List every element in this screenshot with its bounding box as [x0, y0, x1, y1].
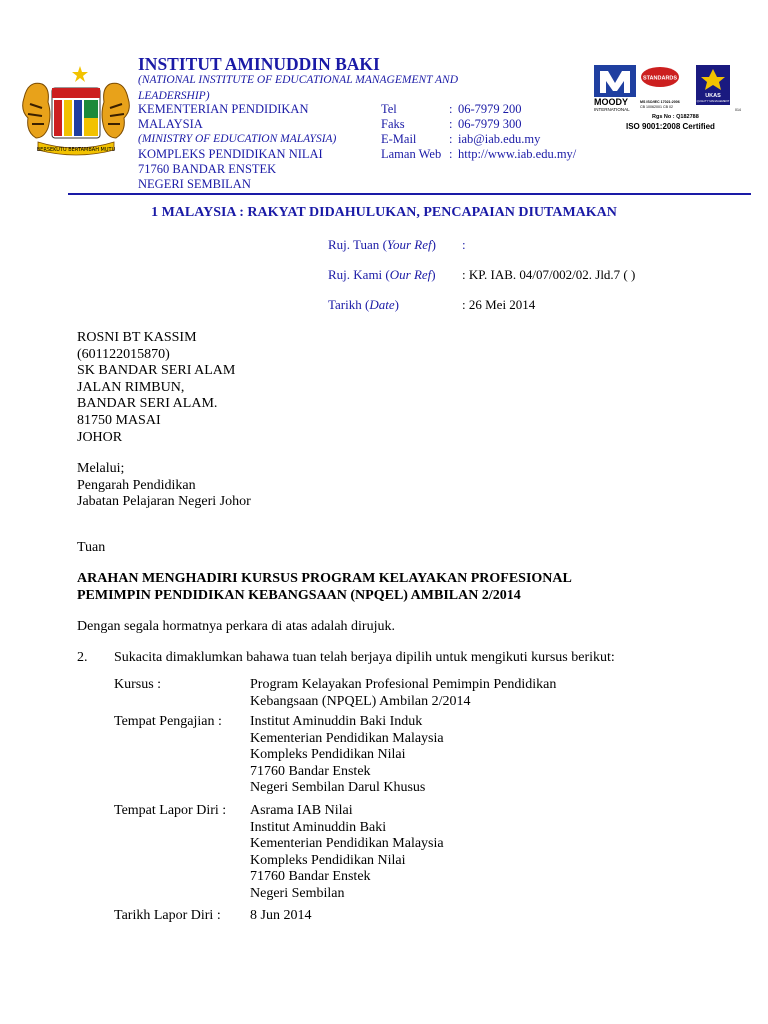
salutation: Tuan: [77, 540, 106, 555]
detail-line: Program Kelayakan Profesional Pemimpin Pendidikan: [250, 677, 557, 692]
iso-accreditation-text: CB 10062001 CB 02: [640, 105, 673, 109]
recipient-line: SK BANDAR SERI ALAM: [77, 363, 236, 379]
address-line: 71760 BANDAR ENSTEK: [138, 162, 277, 176]
ref-your-value: :: [462, 237, 466, 252]
iso-accreditation-text: MS ISO/IEC 17021:2006: [640, 100, 680, 104]
contact-labels: [381, 102, 441, 162]
institute-subtitle: [138, 72, 458, 104]
detail-line: Institut Aminuddin Baki Induk: [250, 714, 423, 729]
subject-line: ARAHAN MENGHADIRI KURSUS PROGRAM KELAYAKAN PROFESIONAL: [77, 571, 572, 586]
ukas-label: UKAS: [705, 93, 721, 99]
contact-values: [458, 102, 576, 162]
recipient-line: JOHOR: [77, 429, 123, 445]
detail-line: Kementerian Pendidikan Malaysia: [250, 836, 444, 851]
detail-line: 71760 Bandar Enstek: [250, 869, 371, 884]
recipient-line: BANDAR SERI ALAM.: [77, 396, 218, 412]
detail-value-tempat-lapor-diri: [250, 803, 444, 902]
ref-our-label: Ruj. Kami (Our Ref): [328, 267, 436, 282]
registration-number: Rgs No : Q182788: [652, 114, 699, 120]
subject-line: PEMIMPIN PENDIDIKAN KEBANGSAAN (NPQEL) AMBILAN 2/2014: [77, 587, 521, 603]
contact-tel: 06-7979 200: [458, 102, 522, 116]
via-line: Pengarah Pendidikan: [77, 477, 196, 493]
ref-our-value: : KP. IAB. 04/07/002/02. Jld.7 ( ): [462, 267, 636, 282]
recipient-line: (601122015870): [77, 346, 170, 362]
contact-email-link[interactable]: iab@iab.edu.my: [458, 132, 541, 146]
letter-subject: [77, 571, 572, 604]
detail-line: Negeri Sembilan Darul Khusus: [250, 780, 426, 795]
standards-label: STANDARDS: [642, 75, 678, 82]
detail-label-tempat-lapor-diri: Tempat Lapor Diri :: [114, 803, 227, 818]
ukas-number: 014: [735, 108, 741, 112]
address-line: MALAYSIA: [138, 117, 203, 131]
ref-your-label: Ruj. Tuan (Your Ref): [328, 237, 436, 252]
coat-of-arms-emblem: [18, 58, 134, 158]
detail-value-tarikh-lapor-diri: 8 Jun 2014: [250, 908, 312, 923]
paragraph-1: Dengan segala hormatnya perkara di atas adalah dirujuk.: [77, 619, 395, 634]
detail-value-kursus: [250, 677, 556, 710]
detail-line: Kementerian Pendidikan Malaysia: [250, 730, 444, 746]
detail-line: 71760 Bandar Enstek: [250, 763, 371, 779]
contact-label: Tel: [381, 102, 397, 116]
paragraph-2-number: 2.: [77, 650, 88, 665]
institute-name: INSTITUT AMINUDDIN BAKI: [138, 54, 380, 74]
detail-label-tarikh-lapor-diri: Tarikh Lapor Diri :: [114, 908, 221, 923]
paragraph-2: Sukacita dimaklumkan bahawa tuan telah berjaya dipilih untuk mengikuti kursus berikut:: [114, 650, 615, 665]
contact-label: Laman Web: [381, 147, 442, 161]
contact-separators: : : : :: [449, 102, 453, 161]
detail-line: Negeri Sembilan: [250, 885, 345, 901]
recipient-line: ROSNI BT KASSIM: [77, 330, 197, 345]
detail-line: Kompleks Pendidikan Nilai: [250, 852, 406, 868]
recipient-address: [77, 330, 235, 446]
address-line: KEMENTERIAN PENDIDIKAN: [138, 102, 309, 116]
contact-website-link[interactable]: http://www.iab.edu.my/: [458, 147, 577, 161]
ukas-sub: QUALITY MANAGEMENT: [696, 99, 730, 103]
contact-label: E-Mail: [381, 132, 417, 146]
detail-line: Asrama IAB Nilai: [250, 803, 353, 818]
detail-label-kursus: Kursus :: [114, 677, 162, 692]
via-line: Melalui;: [77, 461, 125, 476]
certification-logos: [590, 63, 750, 135]
institute-address: [138, 102, 336, 192]
header-divider: [68, 193, 751, 195]
iso-certified-label: ISO 9001:2008 Certified: [626, 122, 715, 131]
contact-label: Faks: [381, 117, 405, 131]
institute-subtitle-line: LEADERSHIP): [138, 90, 210, 102]
institute-subtitle-line: (NATIONAL INSTITUTE OF EDUCATIONAL MANAGEMENT AND: [138, 74, 459, 86]
slogan: 1 MALAYSIA : RAKYAT DIDAHULUKAN, PENCAPAIAN DIUTAMAKAN: [151, 205, 617, 220]
detail-line: Kompleks Pendidikan Nilai: [250, 747, 406, 762]
recipient-line: 81750 MASAI: [77, 412, 161, 428]
moody-label: MOODY: [594, 97, 629, 107]
detail-value-tempat-pengajian: [250, 714, 444, 797]
ref-date-value: : 26 Mei 2014: [462, 297, 536, 312]
address-line: (MINISTRY OF EDUCATION MALAYSIA): [138, 133, 337, 145]
address-line: KOMPLEKS PENDIDIKAN NILAI: [138, 147, 323, 161]
ref-date-label: Tarikh (Date): [328, 297, 399, 312]
address-line: NEGERI SEMBILAN: [138, 177, 251, 191]
detail-line: Kebangsaan (NPQEL) Ambilan 2/2014: [250, 693, 471, 709]
moody-sub: INTERNATIONAL: [594, 107, 630, 112]
contact-fax: 06-7979 300: [458, 117, 522, 131]
emblem-motto: BERSEKUTU BERTAMBAH MUTU: [36, 147, 116, 153]
via-line: Jabatan Pelajaran Negeri Johor: [77, 494, 251, 509]
detail-label-tempat-pengajian: Tempat Pengajian :: [114, 714, 222, 729]
recipient-line: JALAN RIMBUN,: [77, 379, 185, 395]
via-block: [77, 461, 251, 511]
detail-line: Institut Aminuddin Baki: [250, 819, 387, 835]
